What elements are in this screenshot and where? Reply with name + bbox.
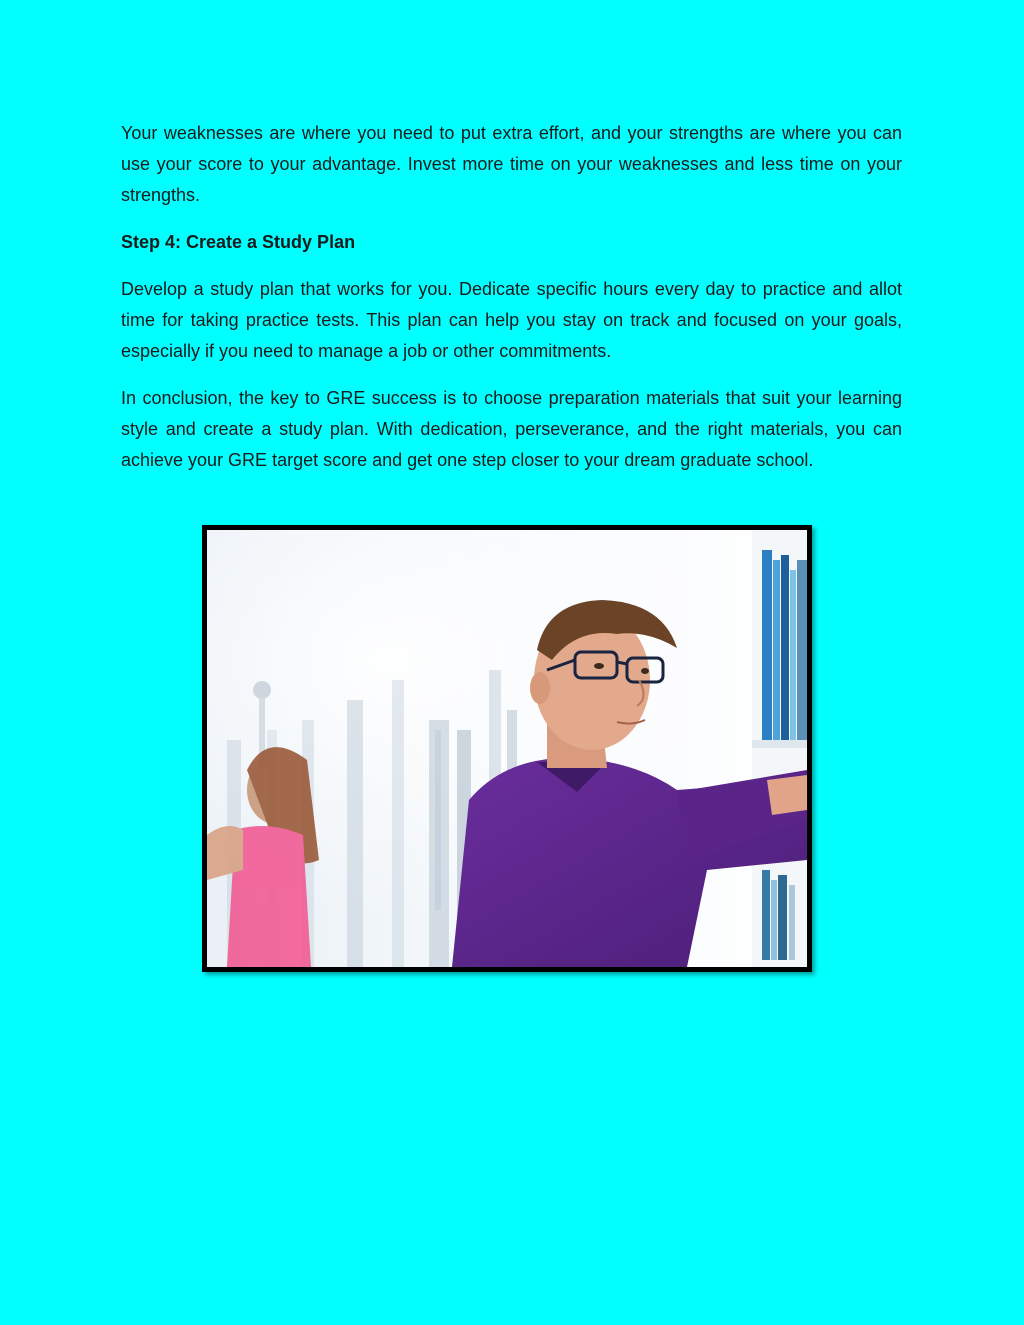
intro-paragraph: Your weaknesses are where you need to put extra effort, and your strengths are where you can use your score to your advantage. Invest more time on your weaknesses and less time on your strengths. (121, 123, 902, 205)
step-4-paragraph: Develop a study plan that works for you. Dedicate specific hours every day to practice and allot time for taking practice tests. This plan can help you stay on track and focused on your goals, especially if you need to manage a job or other commitments. (121, 279, 902, 361)
document-body (121, 118, 902, 492)
step-4-heading: Step 4: Create a Study Plan (121, 232, 356, 252)
library-photo (202, 525, 812, 972)
bookshelf (752, 530, 807, 967)
conclusion-paragraph: In conclusion, the key to GRE success is to choose preparation materials that suit your learning style and create a study plan. With dedication, perseverance, and the right materials, you can achieve your GRE target score and get one step closer to your dream graduate school. (121, 388, 902, 470)
library-photo-illustration (207, 530, 807, 967)
